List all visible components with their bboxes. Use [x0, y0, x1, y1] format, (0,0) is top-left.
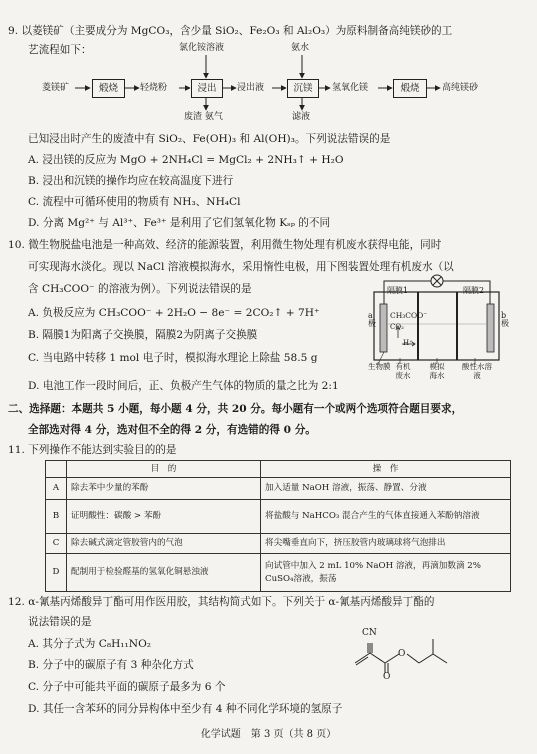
q10-option-b: B. 隔膜1为阳离子交换膜，隔膜2为阴离子交换膜 — [28, 329, 258, 341]
acidic-solution-label: 酸性水溶液 — [462, 362, 492, 380]
flow-leachate: 浸出液 — [237, 83, 265, 93]
q12-option-a: A. 其分子式为 C₈H₁₁NO₂ — [28, 638, 152, 650]
flow-filtrate: 滤液 — [292, 112, 311, 122]
q9-stem-line2: 艺流程如下： — [28, 44, 92, 56]
co2-label: CO₂ — [390, 323, 404, 331]
q10-option-a: A. 负极反应为 CH₃COO⁻ + 2H₂O − 8e⁻ = 2CO₂↑ + 7H⁺ — [28, 307, 320, 319]
flow-mg-hydroxide: 氢氧化镁 — [332, 83, 369, 93]
row-purpose: 配制用于检验醛基的氢氧化铜悬浊液 — [67, 554, 261, 592]
q11-table — [45, 460, 511, 592]
proton-label: H⁺ — [403, 339, 413, 347]
row-key: D — [46, 554, 67, 592]
q9-stem-line1: 9. 以菱镁矿（主要成分为 MgCO₃，含少量 SiO₂、Fe₂O₃ 和 Al₂O₃）为原料制备高纯镁砂的工 — [8, 25, 453, 37]
q10-stem-line3: 含 CH₃COO⁻ 的溶液为例）。下列说法错误的是 — [28, 283, 252, 295]
page-footer: 化学试题 第 3 页（共 8 页） — [200, 729, 337, 740]
row-key: A — [46, 478, 67, 500]
q10-option-d: D. 电池工作一段时间后，正、负极产生气体的物质的量之比为 2:1 — [28, 380, 339, 392]
flow-start: 菱镁矿 — [42, 83, 70, 93]
flow-reagent-ammonia: 氨水 — [291, 43, 310, 53]
carbonyl-oxygen-label: O — [383, 672, 391, 682]
q11-table-header — [46, 461, 511, 478]
q10-option-c: C. 当电路中转移 1 mol 电子时，模拟海水理论上除盐 58.5 g — [28, 352, 318, 364]
table-row — [46, 478, 511, 500]
q12-stem-line2: 说法错误的是 — [28, 616, 92, 628]
flow-end-product: 高纯镁砂 — [442, 83, 479, 93]
row-purpose: 证明酸性：碳酸 > 苯酚 — [67, 500, 261, 534]
q9-option-b: B. 浸出和沉镁的操作均应在较高温度下进行 — [28, 175, 234, 187]
simulated-seawater-label: 模拟海水 — [429, 362, 445, 380]
flow-step-precipitate: 沉镁 — [287, 79, 319, 98]
table-row — [46, 534, 511, 554]
organic-waste-label: 有机废水 — [395, 362, 411, 380]
header-operation: 操 作 — [261, 461, 511, 478]
cyano-group-label: CN — [362, 628, 377, 638]
membrane-2-label: 隔膜2 — [463, 286, 485, 295]
row-key: B — [46, 500, 67, 534]
q10-stem-line2: 可实现海水淡化。现以 NaCl 溶液模拟海水，采用惰性电极，用下图装置处理有机废水（以 — [28, 261, 454, 273]
flow-arrows — [0, 0, 537, 135]
acetate-ion-label: CH₃COO⁻ — [390, 311, 428, 320]
table-row — [46, 500, 511, 534]
flow-step-calcine-1: 煅烧 — [92, 79, 125, 98]
electrode-a-label: a极 — [368, 311, 376, 329]
ester-oxygen-label: O — [398, 649, 406, 659]
q12-option-d: D. 其任一含苯环的同分异构体中至少有 4 种不同化学环境的氢原子 — [28, 703, 343, 715]
row-purpose: 除去苯中少量的苯酚 — [67, 478, 261, 500]
table-row — [46, 554, 511, 592]
row-operation: 加入适量 NaOH 溶液，振荡、静置、分液 — [261, 478, 511, 500]
flow-step-leach: 浸出 — [191, 79, 223, 98]
flow-waste-residue: 废渣 氨气 — [184, 112, 223, 122]
q12-option-b: B. 分子中的碳原子有 3 种杂化方式 — [28, 659, 194, 671]
flow-reagent-nh4cl: 氯化铵溶液 — [179, 43, 225, 53]
flow-light-powder: 轻烧粉 — [140, 83, 168, 93]
row-operation: 向试管中加入 2 mL 10% NaOH 溶液，再滴加数滴 2% CuSO₄溶液，振荡 — [261, 554, 511, 592]
row-key: C — [46, 534, 67, 554]
q12-stem-line1: 12. α-氰基丙烯酸异丁酯可用作医用胶，其结构简式如下。下列关于 α-氰基丙烯酸异丁酯的 — [8, 596, 435, 608]
section2-heading-line1: 二、选择题：本题共 5 小题，每小题 4 分，共 20 分。每小题有一个或两个选项符合题目要求， — [8, 403, 463, 415]
q9-option-c: C. 流程中可循环使用的物质有 NH₃、NH₄Cl — [28, 196, 241, 208]
q9-note: 已知浸出时产生的废渣中有 SiO₂、Fe(OH)₃ 和 Al(OH)₃。下列说法错误的是 — [28, 133, 391, 145]
flow-step-calcine-2: 煅烧 — [393, 79, 427, 98]
q9-option-a: A. 浸出镁的反应为 MgO + 2NH₄Cl = MgCl₂ + 2NH₃↑ + H₂O — [28, 154, 344, 166]
membrane-1-label: 隔膜1 — [387, 286, 409, 295]
q11-stem: 11. 下列操作不能达到实验目的的是 — [8, 444, 177, 456]
row-operation: 将盐酸与 NaHCO₃ 混合产生的气体直接通入苯酚钠溶液 — [261, 500, 511, 534]
electrode-b-label: b极 — [501, 311, 509, 329]
section2-heading-line2: 全部选对得 4 分，选对但不全的得 2 分，有选错的得 0 分。 — [28, 424, 316, 436]
q12-option-c: C. 分子中可能共平面的碳原子最多为 6 个 — [28, 681, 226, 693]
header-purpose: 目 的 — [67, 461, 261, 478]
q9-option-d: D. 分离 Mg²⁺ 与 Al³⁺、Fe³⁺ 是利用了它们氢氧化物 Kₛₚ 的不同 — [28, 217, 331, 229]
row-purpose: 除去碱式滴定管胶管内的气泡 — [67, 534, 261, 554]
q10-stem-line1: 10. 微生物脱盐电池是一种高效、经济的能源装置，利用微生物处理有机废水获得电能，同时 — [8, 239, 442, 251]
biofilm-label: 生物膜 — [368, 362, 391, 371]
row-operation: 将尖嘴垂直向下，挤压胶管内玻璃球将气泡排出 — [261, 534, 511, 554]
